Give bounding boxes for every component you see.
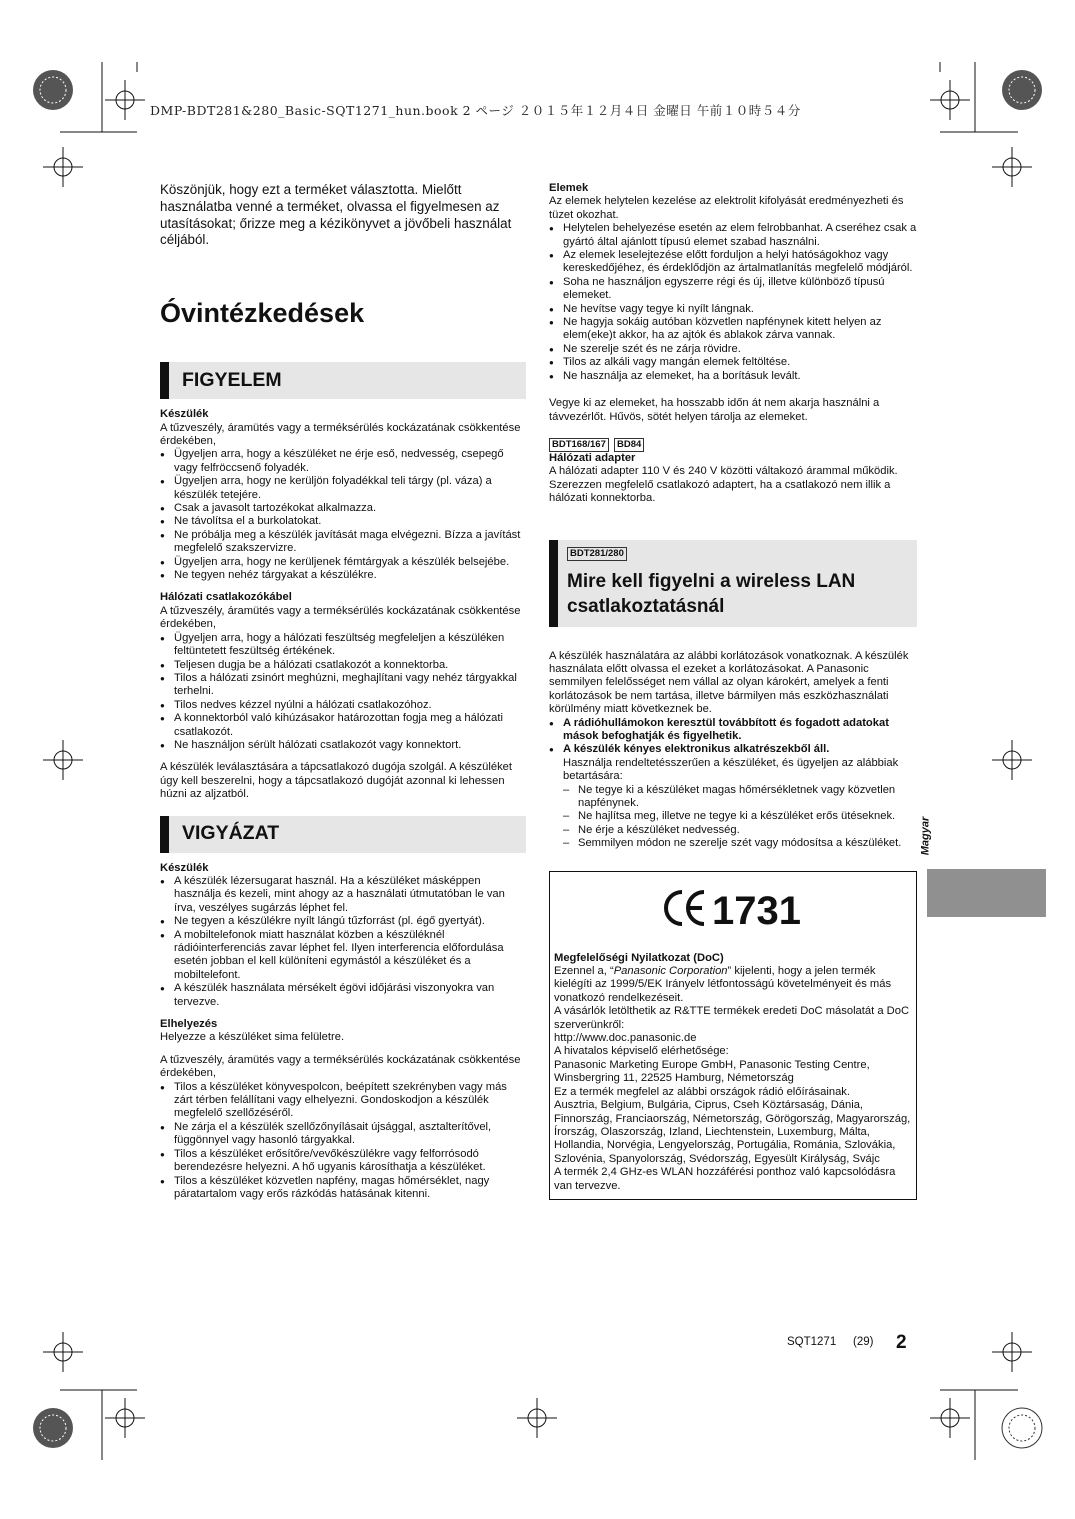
elemek-lead: Az elemek helytelen kezelése az elektrolit kifolyását eredményezheti és tüzet okozhat.: [549, 195, 904, 221]
list-item: [549, 717, 917, 744]
doc-url: http://www.doc.panasonic.de: [554, 1032, 697, 1045]
model-tags: [549, 438, 917, 452]
list-item: ● Ne távolítsa el a burkolatokat.: [160, 515, 526, 528]
doc-countries: Ausztria, Belgium, Bulgária, Ciprus, Cseh Köztársaság, Dánia, Finnország, Franciaország, Németország, Görögország, Magyarország, Írország, Olaszország, Izland, Liechtenstein, Luxemburg, Málta, Hollandia, Norvégia, Lengyelország, Portugália, Románia, Szlovákia, Szlovénia, Spanyolország, Svédország, Egyesült Királyság, Svájc: [554, 1099, 911, 1165]
doc-line-1: [554, 965, 912, 1005]
vigyazat-keszulek-title: Készülék: [160, 861, 209, 874]
elhelyezes-list: [160, 1081, 526, 1202]
adapter-title: Hálózati adapter: [549, 451, 636, 464]
left-column: [160, 182, 526, 1201]
wlan-dash-list: [549, 784, 917, 851]
right-column: [549, 182, 917, 1200]
elhelyezes-lead: A tűzveszély, áramütés vagy a terméksérülés kockázatának csökkentése érdekében,: [160, 1053, 521, 1080]
doc-line-3: A hivatalos képviselő elérhetősége:: [554, 1045, 729, 1058]
list-item: ● Ügyeljen arra, hogy a hálózati feszültség megfeleljen a készüléken feltüntetett feszültség értékének.: [160, 632, 526, 659]
list-item: ● Tilos a hálózati zsinórt meghúzni, meghajlítani vagy nehéz tárgyakkal terhelni.: [160, 672, 526, 699]
list-item: ● A mobiltelefonok miatt használat közben a készüléknél rádióinterferenciás zavar léphet fel. Ilyen interferencia előfordulása esetén jobban el kell különíteni egymástól a készüléket és a mobiltelefont.: [160, 929, 526, 983]
list-item: ● Ügyeljen arra, hogy ne kerüljön folyadékkal teli tárgy (pl. váza) a készülék tetejére.: [160, 475, 526, 502]
list-item: ● Ne használja az elemeket, ha a borításuk levált.: [549, 370, 917, 383]
list-item: ● Ne zárja el a készülék szellőzőnyílásait újsággal, asztalterítővel, függönnyel vagy hasonló tárgyakkal.: [160, 1121, 526, 1148]
language-label-text: Magyar: [919, 816, 932, 856]
vigyazat-heading: VIGYÁZAT: [160, 816, 526, 853]
list-item: ● Csak a javasolt tartozékokat alkalmazza.: [160, 502, 526, 515]
elemek-title: Elemek: [549, 182, 589, 194]
print-header: DMP-BDT281&280_Basic-SQT1271_hun.book 2 ページ ２０１５年１２月４日 金曜日 午前１０時５４分: [150, 103, 801, 118]
list-item: ● A konnektorból való kihúzásakor határozottan fogja meg a hálózati csatlakozót.: [160, 712, 526, 739]
kabel-title: Hálózati csatlakozókábel: [160, 591, 292, 604]
wlan-bold-2: A készülék kényes elektronikus alkatrészekből áll.: [563, 743, 830, 756]
wlan-heading-box: [549, 540, 917, 627]
footer-code: SQT1271: [787, 1336, 837, 1348]
wlan-title: Mire kell figyelni a wireless LAN csatlakoztatásnál: [567, 570, 856, 617]
kabel-note: A készülék leválasztására a tápcsatlakozó dugója szolgál. A készüléket úgy kell beszerelni, hogy a tápcsatlakozó dugóját azonnal ki lehessen húzni az aljzatból.: [160, 761, 512, 801]
keszulek-title: Készülék: [160, 408, 209, 421]
list-item: ● Tilos az alkáli vagy mangán elemek feltöltése.: [549, 356, 917, 369]
footer-page-ref: (29): [853, 1336, 874, 1348]
kabel-list: [160, 632, 526, 753]
list-item: ● Ne használjon sérült hálózati csatlakozót vagy konnektort.: [160, 739, 526, 752]
keszulek-lead: A tűzveszély, áramütés vagy a terméksérülés kockázatának csökkentése érdekében,: [160, 421, 521, 447]
elhelyezes-title: Elhelyezés: [160, 1018, 218, 1031]
adapter-text-1: A hálózati adapter 110 V és 240 V közötti váltakozó árammal működik.: [549, 465, 898, 478]
elemek-note: Vegye ki az elemeket, ha hosszabb időn át nem akarja használni a távvezérlőt. Hűvös, sötét helyen tárolja az elemeket.: [549, 397, 880, 423]
list-item: – Ne tegye ki a készüléket magas hőmérsékletnek vagy közvetlen napfénynek.: [563, 784, 917, 811]
doc-line-5: Ez a termék megfelel az alábbi országok rádió előírásainak.: [554, 1085, 850, 1098]
list-item: – Ne érje a készüléket nedvesség.: [563, 824, 917, 837]
list-item: ● Ne hevítse vagy tegye ki nyílt lángnak.: [549, 303, 917, 316]
doc-line-6: A termék 2,4 GHz-es WLAN hozzáférési ponthoz való kapcsolódásra van tervezve.: [554, 1166, 896, 1192]
list-item: ● Ne tegyen a készülékre nyílt lángú tűzforrást (pl. égő gyertyát).: [160, 915, 526, 928]
list-item: ● Tilos a készüléket erősítőre/vevőkészülékre vagy felforrósodó berendezésre helyezni. A hő ugyanis károsíthatja a készüléket.: [160, 1148, 526, 1175]
list-item: ● Ne tegyen nehéz tárgyakat a készülékre.: [160, 569, 526, 582]
intro-text: Köszönjük, hogy ezt a terméket választotta. Mielőtt használatba venné a terméket, olvassa el figyelmesen az utasításokat; őrizze meg a kézikönyvet a jövőbeli használat céljából.: [160, 182, 512, 248]
ce-logo-icon: [658, 880, 808, 936]
list-item: ● Ne szerelje szét és ne zárja rövidre.: [549, 343, 917, 356]
adapter-text-2: Szerezzen megfelelő csatlakozó adaptert, ha a csatlakozó nem illik a hálózati konnektorba.: [549, 478, 891, 505]
doc-title: Megfelelőségi Nyilatkozat (DoC): [554, 951, 724, 964]
wlan-bold-1: A rádióhullámokon keresztül továbbított és fogadott adatokat mások befoghatják és figyelhetik.: [563, 716, 889, 742]
elemek-list: [549, 222, 917, 383]
wlan-intro: A készülék használatára az alábbi korlátozások vonatkoznak. A készülék használata előtt olvassa el ezeket a korlátozásokat. A Panasonic semmilyen felelősséget nem vállal az olyan károkért, amelyek a fenti korlátozások be nem tartása, illetve bármilyen más eszközhasználati körülmény miatt következnek be.: [549, 649, 909, 716]
model-tag: BDT168/167: [549, 438, 609, 452]
keszulek-list: [160, 448, 526, 582]
list-item: ● Ne próbálja meg a készülék javítását maga elvégezni. Bízza a javítást megfelelő szakszervizre.: [160, 529, 526, 556]
list-item: ● Helytelen behelyezése esetén az elem felrobbanhat. A cseréhez csak a gyártó által ajánlott típusú elemet szabad használni.: [549, 222, 917, 249]
wlan-text-2: Használja rendeltetésszerűen a készüléket, és ügyeljen az alábbiak betartására:: [563, 756, 899, 783]
elhelyezes-text: Helyezze a készüléket sima felületre.: [160, 1031, 345, 1044]
doc-line-4: Panasonic Marketing Europe GmbH, Panasonic Testing Centre, Winsbergring 11, 22525 Hamburg, Németország: [554, 1058, 870, 1085]
list-item: ● Tilos a készüléket közvetlen napfény, magas hőmérséklet, nagy páratartalom vagy erős rázkódás hatásának kitenni.: [160, 1175, 526, 1202]
list-item: ● Soha ne használjon egyszerre régi és új, illetve különböző típusú elemeket.: [549, 276, 917, 303]
list-item: ● Tilos a készüléket könyvespolcon, beépített szekrényben vagy más zárt térben felállítani vagy elhelyezni. Gondoskodjon a készülék megfelelő szellőzéséről.: [160, 1081, 526, 1121]
list-item: – Semmilyen módon ne szerelje szét vagy módosítsa a készüléket.: [563, 837, 917, 850]
doc-line-1b: ” kijelenti, hogy a jelen termék kielégíti az 1999/5/EK Irányelv létfontosságú követelményeit és más vonatkozó rendelkezéseit.: [554, 965, 892, 1004]
page-title: Óvintézkedések: [160, 298, 365, 329]
ce-mark: [554, 880, 912, 940]
list-item: ● Ne hagyja sokáig autóban közvetlen napfénynek kitett helyen az elem(eke)t akkor, ha az ajtók és ablakok zárva vannak.: [549, 316, 917, 343]
doc-line-2: A vásárlók letölthetik az R&TTE termékek eredeti DoC másolatát a DoC szerverünkről:: [554, 1005, 910, 1031]
list-item: – Ne hajlítsa meg, illetve ne tegye ki a készüléket erős ütéseknek.: [563, 810, 917, 823]
model-tag: BDT281/280: [567, 547, 627, 561]
vigyazat-keszulek-list: [160, 875, 526, 1009]
page-number: 2: [896, 1332, 907, 1353]
list-item: ● Ügyeljen arra, hogy ne kerüljenek fémtárgyak a készülék belsejébe.: [160, 556, 526, 569]
list-item: ● A készülék használata mérsékelt égövi időjárási viszonyokra van tervezve.: [160, 982, 526, 1009]
list-item: ● Tilos nedves kézzel nyúlni a hálózati csatlakozóhoz.: [160, 699, 526, 712]
list-item: ● A készülék lézersugarat használ. Ha a készüléket másképpen használja és kezeli, mint ahogy az a használati útmutatóban le van írva, veszélyes sugárzás léphet fel.: [160, 875, 526, 915]
model-tag: BD84: [614, 438, 644, 452]
doc-line-1a: Ezennel a, “: [554, 965, 614, 978]
ce-number: 1731: [712, 888, 801, 933]
figyelem-heading: FIGYELEM: [160, 362, 526, 399]
doc-box: [549, 871, 917, 1200]
company-name: Panasonic Corporation: [613, 965, 728, 978]
language-side-label: [920, 818, 940, 866]
list-item: ● Ügyeljen arra, hogy a készüléket ne érje eső, nedvesség, csepegő vagy felfröccsenő folyadék.: [160, 448, 526, 475]
language-tab: [927, 869, 1046, 917]
kabel-lead: A tűzveszély, áramütés vagy a terméksérülés kockázatának csökkentése érdekében,: [160, 604, 521, 631]
wlan-list: [549, 717, 917, 784]
list-item: ● Az elemek leselejtezése előtt forduljon a helyi hatóságokhoz vagy kereskedőjéhez, és érdeklődjön az ártalmatlanítás megfelelő módjáról.: [549, 249, 917, 276]
list-item: [549, 743, 917, 783]
list-item: ● Teljesen dugja be a hálózati csatlakozót a konnektorba.: [160, 659, 526, 672]
